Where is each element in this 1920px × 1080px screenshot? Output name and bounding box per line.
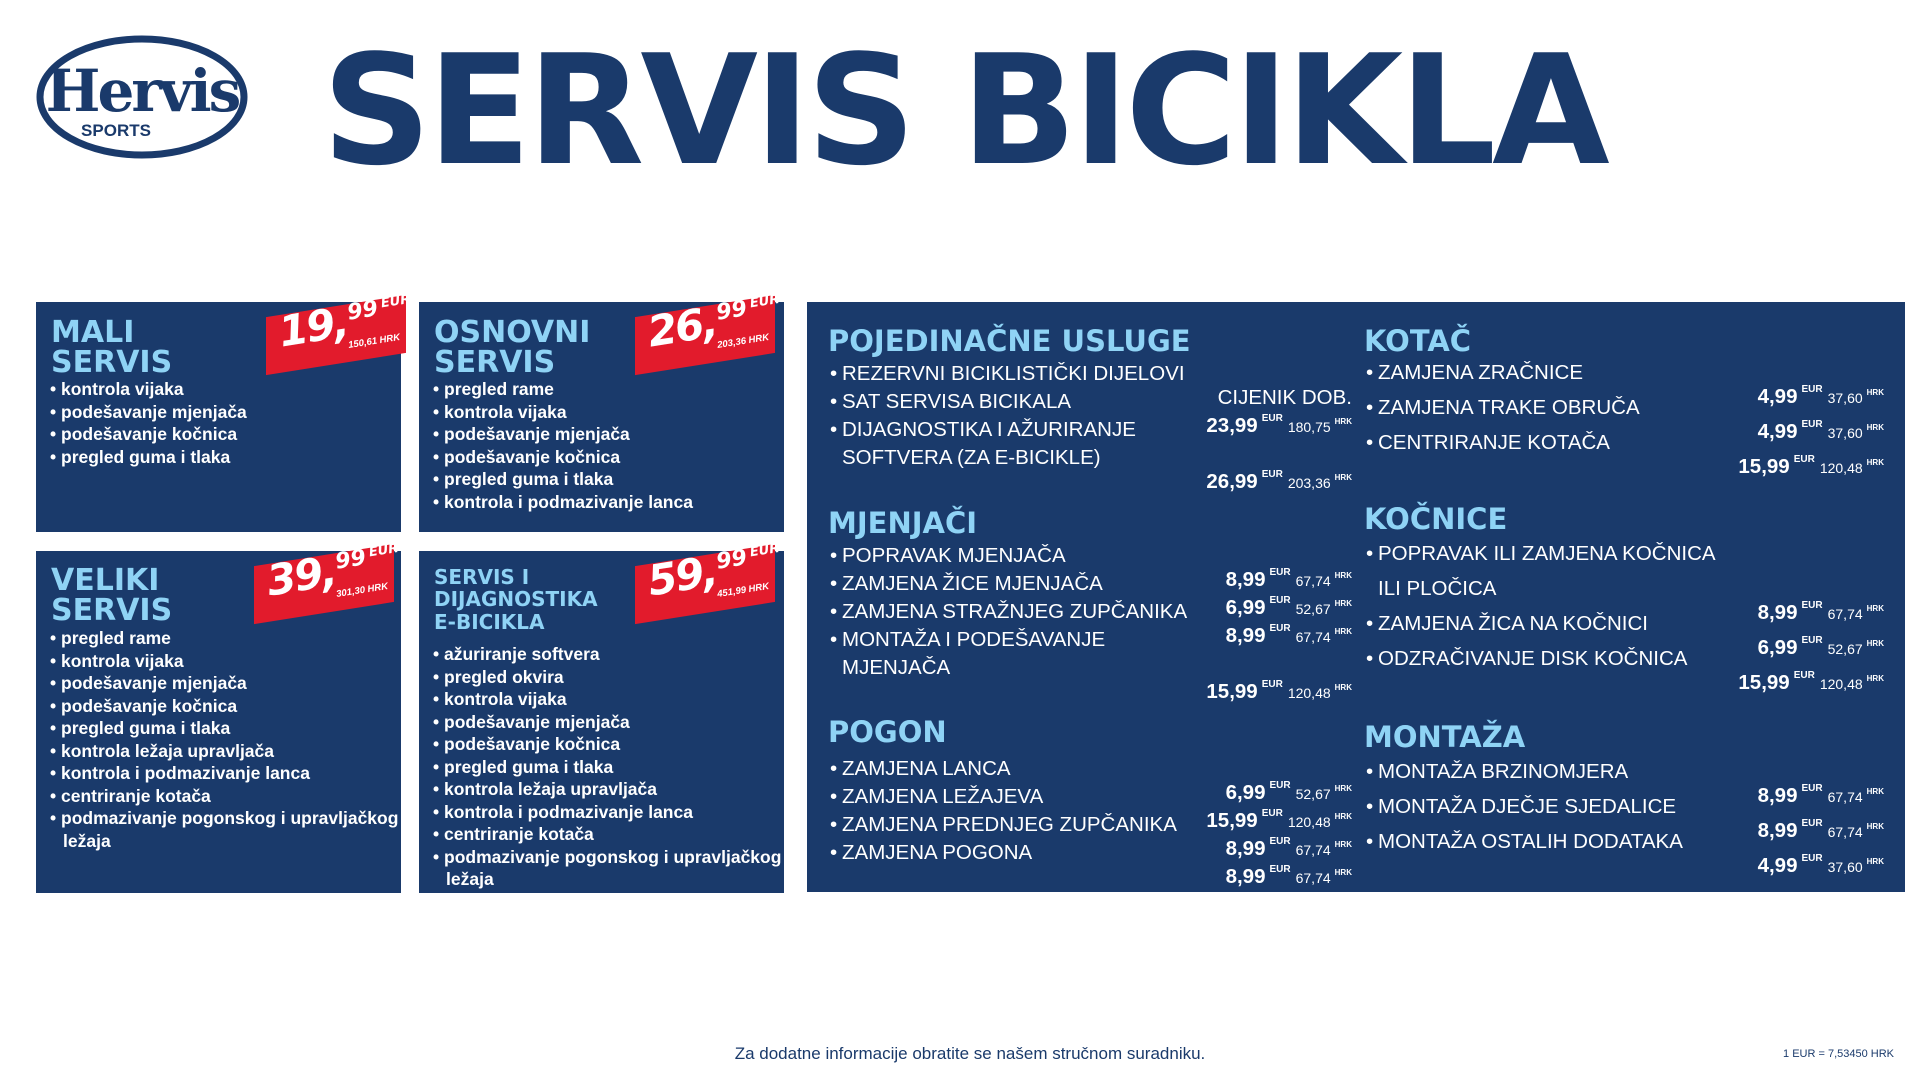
price-whole: 59,: [644, 546, 720, 606]
logo-brand: Hervis: [45, 57, 239, 125]
price-tag: [266, 291, 412, 364]
price-hrk: 37,60: [1827, 425, 1863, 441]
list-item: • podmazivanje pogonskog i upravljačkog ležaja: [50, 807, 401, 852]
card-title: [51, 563, 173, 628]
row-label: MONTAŽA I PODEŠAVANJE: [842, 628, 1106, 651]
list-item: • pregled rame: [50, 627, 401, 650]
card-title: [434, 315, 591, 380]
price-tag: [635, 291, 781, 364]
service-list: [50, 378, 247, 468]
card-title-line: SERVIS: [51, 345, 173, 380]
price-eur-label: EUR: [1793, 670, 1815, 681]
price-tag: [254, 540, 400, 613]
list-item: • pregled rame: [433, 378, 693, 401]
card-title-line: MALI: [51, 315, 135, 350]
price-hrk-label: HRK: [1334, 627, 1352, 636]
price-eur-label: EUR: [1269, 836, 1291, 847]
footer-note: Za dodatne informacije obratite se našem stručnom suradniku.: [734, 1044, 1206, 1063]
row-label: MONTAŽA OSTALIH DODATAKA: [1378, 830, 1683, 853]
row-label: ZAMJENA PREDNJEG ZUPČANIKA: [842, 813, 1177, 836]
list-item: • pregled okvira: [433, 666, 784, 689]
list-item: • kontrola i podmazivanje lanca: [433, 801, 784, 824]
price-eur: 15,99: [1738, 455, 1790, 478]
price-row: [830, 841, 1352, 888]
card-title-line: SERVIS I: [434, 565, 530, 589]
price-hrk: 203,36 HRK: [716, 331, 770, 352]
price-currency: EUR: [367, 540, 400, 561]
row-label: POPRAVAK MJENJAČA: [842, 544, 1066, 567]
price-hrk-label: HRK: [1334, 473, 1352, 482]
card-veliki-servis: [36, 540, 401, 893]
row-price: [1226, 865, 1352, 889]
card-ebike-servis: [419, 540, 784, 893]
price-row: [830, 656, 1352, 703]
price-hrk: 52,67: [1827, 641, 1863, 657]
row-label: MONTAŽA BRZINOMJERA: [1378, 760, 1629, 783]
price-currency: EUR: [748, 291, 781, 312]
price-hrk: 67,74: [1827, 824, 1863, 840]
price-hrk: 120,48: [1287, 814, 1331, 830]
list-item: • pregled guma i tlaka: [433, 468, 693, 491]
bullet: •: [830, 785, 838, 808]
price-hrk-label: HRK: [1866, 639, 1884, 648]
price-cents: 99: [345, 296, 380, 326]
price-currency: EUR: [379, 291, 412, 312]
price-eur: 8,99: [1225, 624, 1266, 647]
row-price: [1738, 455, 1884, 479]
price-eur: 15,99: [1738, 671, 1790, 694]
row-price: [1738, 671, 1884, 695]
price-eur-label: EUR: [1801, 419, 1823, 430]
section-title-kotac: KOTAČ: [1364, 324, 1472, 358]
price-hrk: 67,74: [1295, 870, 1331, 886]
price-eur: 6,99: [1225, 781, 1266, 804]
price-hrk-label: HRK: [1334, 417, 1352, 426]
row-label: ZAMJENA ŽICE MJENJAČA: [842, 572, 1103, 595]
card-title-line: VELIKI: [51, 563, 160, 598]
bullet: •: [830, 600, 838, 623]
card-title-line: DIJAGNOSTIKA: [434, 587, 598, 612]
price-hrk-label: HRK: [1866, 857, 1884, 866]
row-label: ZAMJENA ŽICA NA KOČNICI: [1378, 612, 1648, 635]
list-item: • kontrola vijaka: [50, 650, 401, 673]
price-hrk: 203,36: [1287, 475, 1331, 491]
price-cents: 99: [714, 545, 749, 575]
price-eur: 23,99: [1206, 414, 1258, 437]
list-item: • podešavanje kočnica: [50, 423, 247, 446]
price-eur-label: EUR: [1261, 679, 1283, 690]
list-item: • podešavanje mjenjača: [50, 672, 401, 695]
price-hrk-label: HRK: [1334, 599, 1352, 608]
price-eur: 8,99: [1225, 568, 1266, 591]
row-label: SOFTVERA (ZA E-BICIKLE): [842, 446, 1101, 469]
price-hrk-label: HRK: [1334, 571, 1352, 580]
card-mali-servis: [36, 291, 412, 532]
list-item: • podešavanje kočnica: [433, 446, 693, 469]
bullet: •: [830, 841, 838, 864]
price-eur: 8,99: [1225, 837, 1266, 860]
section-title-kocnice: KOČNICE: [1364, 502, 1508, 536]
price-row: [1366, 542, 1884, 566]
price-eur: 4,99: [1757, 420, 1798, 443]
list-item: • centriranje kotača: [433, 823, 784, 846]
bullet: •: [1366, 542, 1374, 565]
row-label: ZAMJENA TRAKE OBRUČA: [1378, 396, 1640, 419]
list-item: • kontrola ležaja upravljača: [433, 778, 784, 801]
price-hrk-label: HRK: [1866, 423, 1884, 432]
list-item: • podešavanje mjenjača: [433, 711, 784, 734]
price-eur-label: EUR: [1269, 595, 1291, 606]
bullet: •: [1366, 431, 1374, 454]
price-hrk-label: HRK: [1334, 784, 1352, 793]
card-title: [51, 315, 173, 380]
price-hrk: 120,48: [1287, 685, 1331, 701]
card-title-line: E-BICIKLA: [434, 609, 545, 634]
list-item: • kontrola i podmazivanje lanca: [433, 491, 693, 514]
price-hrk: 301,30 HRK: [335, 580, 389, 601]
price-hrk-label: HRK: [1334, 840, 1352, 849]
price-eur-label: EUR: [1801, 384, 1823, 395]
price-eur-label: EUR: [1261, 413, 1283, 424]
list-item: • centriranje kotača: [50, 785, 401, 808]
hervis-sports-logo: [36, 35, 248, 159]
price-cents: 99: [333, 545, 368, 575]
list-item: • podešavanje kočnica: [433, 733, 784, 756]
price-eur: 8,99: [1757, 784, 1798, 807]
exchange-rate: 1 EUR = 7,53450 HRK: [1783, 1048, 1894, 1060]
list-item: • pregled guma i tlaka: [50, 446, 247, 469]
price-eur-label: EUR: [1793, 454, 1815, 465]
row-label: ZAMJENA POGONA: [842, 841, 1033, 864]
row-label: ZAMJENA LANCA: [842, 757, 1011, 780]
price-eur: 8,99: [1757, 601, 1798, 624]
price-eur-label: EUR: [1801, 818, 1823, 829]
row-price: [1206, 470, 1352, 494]
price-tag: [635, 540, 781, 613]
price-hrk: 120,48: [1819, 460, 1863, 476]
price-hrk-label: HRK: [1334, 683, 1352, 692]
list-item: • kontrola i podmazivanje lanca: [50, 762, 401, 785]
list-item: • kontrola vijaka: [50, 378, 247, 401]
row-label: REZERVNI BICIKLISTIČKI DIJELOVI: [842, 362, 1185, 385]
price-eur: 8,99: [1225, 865, 1266, 888]
bullet: •: [1366, 361, 1374, 384]
price-hrk-label: HRK: [1866, 822, 1884, 831]
price-hrk-label: HRK: [1866, 458, 1884, 467]
list-item: • kontrola ležaja upravljača: [50, 740, 401, 763]
section-title-pogon: POGON: [828, 715, 947, 749]
row-label: ZAMJENA STRAŽNJEG ZUPČANIKA: [842, 600, 1188, 623]
bullet: •: [830, 544, 838, 567]
section-title-pojedinacne: POJEDINAČNE USLUGE: [828, 324, 1191, 358]
price-eur-label: EUR: [1801, 853, 1823, 864]
list-item: • pregled guma i tlaka: [50, 717, 401, 740]
price-hrk: 120,48: [1819, 676, 1863, 692]
bullet: •: [830, 572, 838, 595]
price-row: [1366, 431, 1884, 478]
price-eur-label: EUR: [1801, 600, 1823, 611]
price-row: [830, 446, 1352, 493]
price-eur: 4,99: [1757, 854, 1798, 877]
list-item: • kontrola vijaka: [433, 401, 693, 424]
row-label: ZAMJENA ZRAČNICE: [1378, 361, 1584, 384]
price-eur-label: EUR: [1261, 469, 1283, 480]
price-currency: EUR: [748, 540, 781, 561]
price-eur-label: EUR: [1261, 808, 1283, 819]
bullet: •: [830, 418, 838, 441]
bullet: •: [830, 813, 838, 836]
price-eur-label: EUR: [1269, 864, 1291, 875]
row-price: [1758, 854, 1884, 878]
price-whole: 19,: [275, 297, 351, 357]
price-hrk-label: HRK: [1866, 604, 1884, 613]
list-item: • podmazivanje pogonskog i upravljačkog ležaja: [433, 846, 784, 891]
services-panel: [807, 302, 1905, 892]
price-hrk: 67,74: [1827, 606, 1863, 622]
price-eur-label: EUR: [1801, 783, 1823, 794]
card-title-line: OSNOVNI: [434, 315, 591, 350]
row-label: MJENJAČA: [842, 656, 951, 679]
card-title: [434, 566, 598, 633]
price-eur: 26,99: [1206, 470, 1258, 493]
bullet: •: [1366, 396, 1374, 419]
price-column: [1366, 302, 1884, 892]
price-whole: 39,: [263, 546, 339, 606]
price-row: [830, 418, 1352, 442]
list-item: • podešavanje mjenjača: [50, 401, 247, 424]
bullet: •: [830, 362, 838, 385]
list-item: • podešavanje mjenjača: [433, 423, 693, 446]
price-eur-label: EUR: [1269, 780, 1291, 791]
service-list: [433, 643, 784, 891]
price-hrk-label: HRK: [1334, 868, 1352, 877]
section-title-mjenjaci: MJENJAČI: [828, 506, 978, 540]
bullet: •: [830, 390, 838, 413]
list-item: • ažuriranje softvera: [433, 643, 784, 666]
page-title: SERVIS BICIKLA: [322, 22, 1606, 199]
price-hrk: 150,61 HRK: [347, 331, 401, 352]
row-label: MONTAŽA DJEČJE SJEDALICE: [1378, 795, 1677, 818]
list-item: • podešavanje kočnica: [50, 695, 401, 718]
row-label: POPRAVAK ILI ZAMJENA KOČNICA: [1378, 542, 1716, 565]
card-osnovni-servis: [419, 291, 784, 532]
card-title-line: SERVIS: [51, 593, 173, 628]
price-hrk-label: HRK: [1866, 674, 1884, 683]
section-title-montaza: MONTAŽA: [1364, 720, 1526, 754]
list-item: • pregled guma i tlaka: [433, 756, 784, 779]
card-title-line: SERVIS: [434, 345, 556, 380]
price-hrk-label: HRK: [1866, 787, 1884, 796]
row-label: SAT SERVISA BICIKALA: [842, 390, 1072, 413]
bullet: •: [1366, 647, 1374, 670]
price-eur-label: EUR: [1801, 635, 1823, 646]
price-eur: 8,99: [1757, 819, 1798, 842]
price-eur: 6,99: [1757, 636, 1798, 659]
price-column: [830, 302, 1352, 892]
price-row: [1366, 830, 1884, 877]
service-list: [50, 627, 401, 852]
price-eur-label: EUR: [1269, 623, 1291, 634]
bullet: •: [1366, 830, 1374, 853]
price-eur: 15,99: [1206, 680, 1258, 703]
list-item: • kontrola vijaka: [433, 688, 784, 711]
price-hrk: 52,67: [1295, 601, 1331, 617]
price-eur-label: EUR: [1269, 567, 1291, 578]
bullet: •: [830, 757, 838, 780]
price-cents: 99: [714, 296, 749, 326]
price-hrk-label: HRK: [1334, 812, 1352, 821]
price-row: [830, 628, 1352, 652]
price-eur: 6,99: [1225, 596, 1266, 619]
price-hrk: 67,74: [1827, 789, 1863, 805]
price-hrk: 52,67: [1295, 786, 1331, 802]
price-hrk: 37,60: [1827, 390, 1863, 406]
price-whole: 26,: [644, 297, 720, 357]
price-hrk: 67,74: [1295, 573, 1331, 589]
row-label: DIJAGNOSTIKA I AŽURIRANJE: [842, 418, 1136, 441]
row-label: CENTRIRANJE KOTAČA: [1378, 431, 1610, 454]
price-eur: 4,99: [1757, 385, 1798, 408]
row-label: ZAMJENA LEŽAJEVA: [842, 785, 1044, 808]
price-hrk-label: HRK: [1866, 388, 1884, 397]
price-row: [1366, 647, 1884, 694]
row-price-text: CIJENIK DOB.: [1217, 386, 1352, 409]
price-hrk: 37,60: [1827, 859, 1863, 875]
bullet: •: [1366, 795, 1374, 818]
bullet: •: [1366, 612, 1374, 635]
bullet: •: [830, 628, 838, 651]
price-hrk: 180,75: [1287, 419, 1331, 435]
price-hrk: 67,74: [1295, 842, 1331, 858]
price-hrk: 451,99 HRK: [716, 580, 770, 601]
price-eur: 15,99: [1206, 809, 1258, 832]
price-hrk: 67,74: [1295, 629, 1331, 645]
row-price: [1206, 680, 1352, 704]
logo-sub: SPORTS: [81, 121, 151, 140]
service-list: [433, 378, 693, 513]
bullet: •: [1366, 760, 1374, 783]
row-label: ODZRAČIVANJE DISK KOČNICA: [1378, 647, 1688, 670]
row-label: ILI PLOČICA: [1378, 577, 1497, 600]
